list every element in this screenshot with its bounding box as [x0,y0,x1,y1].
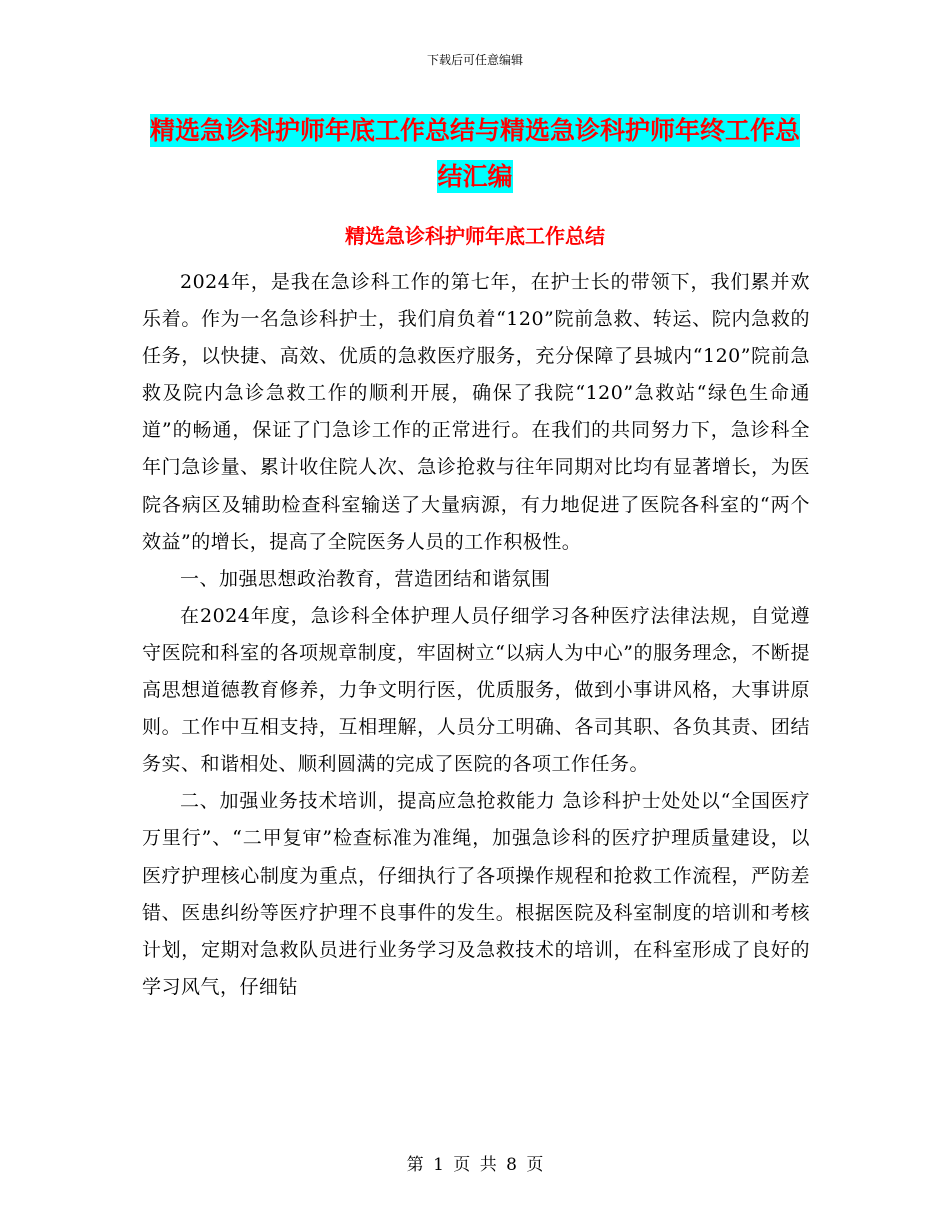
paragraph-intro: 2024年，是我在急诊科工作的第七年，在护士长的带领下，我们累并欢乐着。作为一名急诊科护士，我们肩负着“120”院前急救、转运、院内急救的任务，以快捷、高效、优质的急救医疗服务，充分保障了县城内“120”院前急救及院内急诊急救工作的顺利开展，确保了我院“120”急救站“绿色生命通道”的畅通，保证了门急诊工作的正常进行。在我们的共同努力下，急诊科全年门急诊量、累计收住院人次、急诊抢救与往年同期对比均有显著增长，为医院各病区及辅助检查科室输送了大量病源，有力地促进了医院各科室的“两个效益”的增长，提高了全院医务人员的工作积极性。 [142,271,810,553]
paragraph-section-2: 二、加强业务技术培训，提高应急抢救能力 急诊科护士处处以“全国医疗万里行”、“二甲复审”检查标准为准绳，加强急诊科的医疗护理质量建设，以医疗护理核心制度为重点，仔细执行了各项操作规程和抢救工作流程，严防差错、医患纠纷等医疗护理不良事件的发生。根据医院及科室制度的培训和考核计划，定期对急救队员进行业务学习及急救技术的培训，在科室形成了良好的学习风气，仔细钻 [142,790,810,998]
page-footer: 第 1 页 共 8 页 [406,1155,544,1175]
document-body [142,264,810,1006]
section-title: 精选急诊科护师年底工作总结 [345,224,605,248]
document-title-highlight: 精选急诊科护师年底工作总结与精选急诊科护师年终工作总结汇编 [149,116,800,191]
heading-section-1: 一、加强思想政治教育，营造团结和谐氛围 [180,567,551,590]
page-header-note: 下载后可任意编辑 [426,53,523,67]
paragraph-section-1: 在2024年度，急诊科全体护理人员仔细学习各种医疗法律法规，自觉遵守医院和科室的各项规章制度，牢固树立“以病人为中心”的服务理念，不断提高思想道德教育修养，力争文明行医，优质服务，做到小事讲风格，大事讲原则。工作中互相支持，互相理解，人员分工明确、各司其职、各负其责、团结务实、和谐相处、顺利圆满的完成了医院的各项工作任务。 [142,604,810,776]
document-title [140,108,810,200]
